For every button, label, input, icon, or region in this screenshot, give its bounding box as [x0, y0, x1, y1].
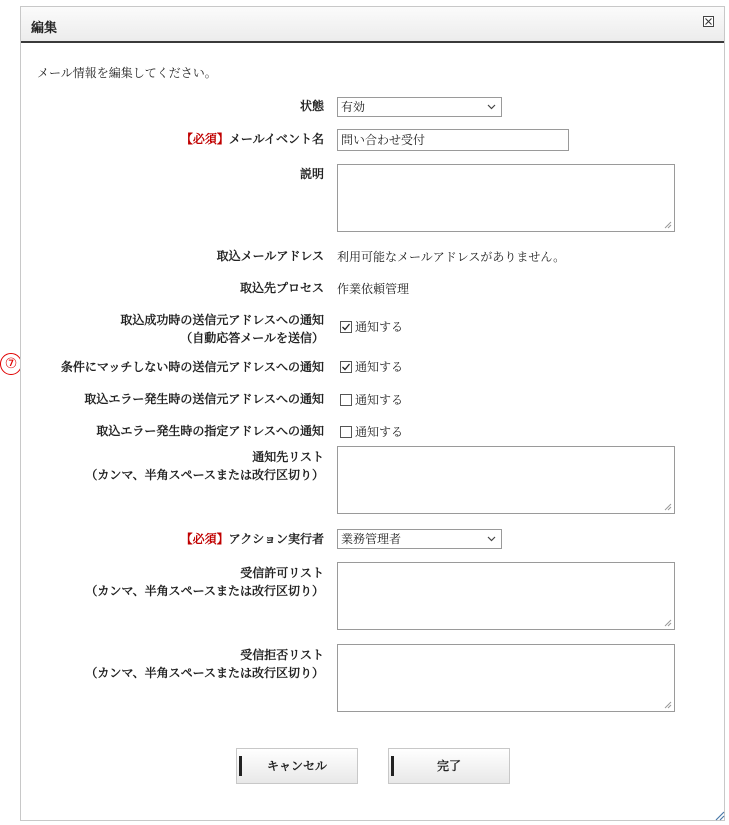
chevron-down-icon — [487, 534, 496, 543]
notify-success-checkbox[interactable]: 通知する — [340, 318, 403, 335]
button-accent-bar — [239, 756, 242, 776]
notify-nomatch-label: 条件にマッチしない時の送信元アドレスへの通知 — [60, 360, 324, 374]
event-name-input[interactable]: 問い合わせ受付 — [337, 129, 569, 151]
marker-7: ⑦ — [0, 353, 22, 375]
dialog-titlebar — [21, 7, 724, 43]
action-executor-select[interactable] — [337, 529, 502, 549]
notify-list-textarea[interactable] — [337, 446, 675, 514]
allow-list-label: 受信許可リスト （カンマ、半角スペースまたは改行区切り） — [85, 566, 324, 598]
status-select[interactable] — [337, 97, 502, 117]
required-tag: 【必須】 — [180, 132, 229, 146]
resize-grip-icon[interactable] — [713, 809, 725, 821]
notify-error-sender-label: 取込エラー発生時の送信元アドレスへの通知 — [84, 392, 324, 406]
checkbox-checked-icon[interactable] — [340, 361, 352, 373]
close-icon[interactable] — [703, 16, 714, 27]
notify-success-label: 取込成功時の送信元アドレスへの通知 （自動応答メールを送信） — [120, 313, 324, 345]
status-label: 状態 — [299, 99, 324, 113]
description-label: 説明 — [299, 167, 324, 181]
action-executor-label: 【必須】アクション実行者 — [180, 532, 324, 546]
import-address-label: 取込メールアドレス — [216, 249, 324, 263]
allow-list-textarea[interactable] — [337, 562, 675, 630]
import-process-label: 取込先プロセス — [239, 281, 324, 295]
notify-error-sender-checkbox[interactable]: 通知する — [340, 391, 403, 408]
action-executor-value: 業務管理者 — [341, 532, 402, 546]
chevron-down-icon — [487, 102, 496, 111]
notify-error-specified-label: 取込エラー発生時の指定アドレスへの通知 — [96, 424, 324, 438]
resize-grip-icon[interactable] — [664, 221, 672, 229]
checkbox-empty-icon[interactable] — [340, 394, 352, 406]
notify-list-label: 通知先リスト （カンマ、半角スペースまたは改行区切り） — [85, 450, 324, 482]
dialog-title: 編集 — [31, 21, 58, 36]
resize-grip-icon[interactable] — [664, 701, 672, 709]
checkbox-empty-icon[interactable] — [340, 426, 352, 438]
resize-grip-icon[interactable] — [664, 503, 672, 511]
status-select-value: 有効 — [341, 100, 366, 114]
checkbox-checked-icon[interactable] — [340, 321, 352, 333]
notify-error-specified-checkbox[interactable]: 通知する — [340, 423, 403, 440]
import-address-value: 利用可能なメールアドレスがありません。 — [337, 250, 566, 264]
resize-grip-icon[interactable] — [664, 619, 672, 627]
intro-text: メール情報を編集してください。 — [37, 66, 217, 80]
button-accent-bar — [391, 756, 394, 776]
deny-list-label: 受信拒否リスト （カンマ、半角スペースまたは改行区切り） — [85, 648, 324, 680]
import-process-value: 作業依頼管理 — [337, 282, 410, 296]
event-name-label: 【必須】メールイベント名 — [180, 132, 324, 146]
required-tag: 【必須】 — [180, 532, 229, 546]
done-button[interactable]: 完了 — [388, 748, 510, 784]
cancel-button[interactable]: キャンセル — [236, 748, 358, 784]
description-textarea[interactable] — [337, 164, 675, 232]
deny-list-textarea[interactable] — [337, 644, 675, 712]
notify-nomatch-checkbox[interactable]: 通知する — [340, 358, 403, 375]
